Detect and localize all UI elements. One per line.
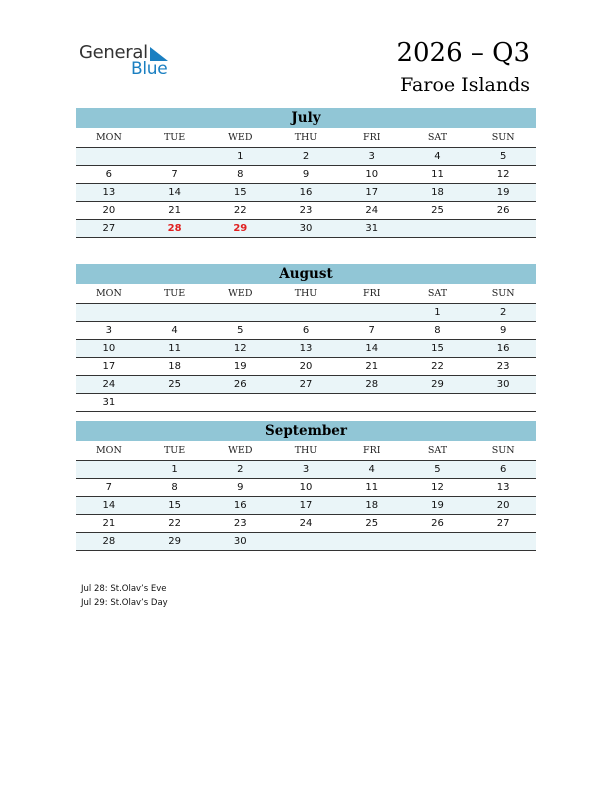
- day-cell: 3: [105, 325, 113, 336]
- day-cell: 5: [237, 325, 244, 336]
- weekday-label: FRI: [362, 132, 381, 143]
- week-row: [76, 220, 536, 238]
- week-row: [76, 533, 536, 551]
- weekday-label: MON: [95, 288, 122, 299]
- day-cell: [142, 394, 208, 411]
- day-cell: 4: [368, 464, 375, 475]
- day-cell: 23: [233, 518, 247, 529]
- logo-text-general: General: [79, 42, 148, 63]
- day-cell: 22: [233, 205, 247, 216]
- week-row: [76, 515, 536, 533]
- day-cell: 16: [233, 500, 247, 511]
- day-cell: 24: [299, 518, 313, 529]
- weekday-header-row: [76, 441, 536, 461]
- day-cell: 25: [431, 205, 444, 216]
- weekday-label: SUN: [491, 445, 515, 456]
- weekday-label: THU: [294, 288, 318, 299]
- day-cell: 30: [233, 536, 247, 547]
- holiday-note: Jul 29: St.Olav’s Day: [81, 598, 168, 608]
- day-cell: 4: [171, 325, 178, 336]
- day-cell: 27: [496, 518, 510, 529]
- day-cell: 17: [299, 500, 313, 511]
- day-cell: [470, 533, 536, 550]
- page-subtitle-country: Faroe Islands: [400, 74, 530, 96]
- week-row: [76, 376, 536, 394]
- week-row: [76, 340, 536, 358]
- day-cell: 9: [237, 482, 244, 493]
- day-cell: [470, 394, 536, 411]
- day-cell: [405, 220, 471, 237]
- day-cell: 8: [237, 169, 244, 180]
- weekday-label: THU: [294, 445, 318, 456]
- day-cell: 29: [431, 379, 444, 390]
- week-row: [76, 166, 536, 184]
- week-row: [76, 461, 536, 479]
- logo-text-blue: Blue: [131, 59, 168, 79]
- weekday-label: THU: [294, 132, 318, 143]
- day-cell: [142, 304, 208, 321]
- day-cell: 12: [233, 343, 247, 354]
- weekday-header-row: [76, 128, 536, 148]
- day-cell: 2: [302, 151, 310, 162]
- weekday-label: FRI: [362, 445, 381, 456]
- weekday-label: MON: [95, 132, 122, 143]
- month-block-july: [76, 108, 536, 238]
- day-cell: 24: [102, 379, 116, 390]
- month-block-september: [76, 421, 536, 551]
- day-cell: 21: [365, 361, 379, 372]
- day-cell: 6: [499, 464, 507, 475]
- day-cell: [273, 394, 339, 411]
- day-cell: 7: [171, 169, 178, 180]
- day-cell: 30: [496, 379, 510, 390]
- day-cell: 16: [496, 343, 510, 354]
- week-row: [76, 394, 536, 412]
- weekday-label: MON: [95, 445, 122, 456]
- day-cell: 12: [496, 169, 510, 180]
- day-cell: 7: [368, 325, 375, 336]
- day-cell: 15: [168, 500, 181, 511]
- day-cell: 19: [496, 187, 510, 198]
- month-title: July: [76, 108, 536, 128]
- weekday-label: TUE: [163, 132, 186, 143]
- day-cell: 29: [168, 536, 181, 547]
- day-cell: 22: [168, 518, 181, 529]
- day-cell: 10: [365, 169, 379, 180]
- day-cell: 9: [499, 325, 507, 336]
- month-title: August: [76, 264, 536, 284]
- day-cell: [339, 533, 405, 550]
- day-cell: 1: [171, 464, 178, 475]
- week-row: [76, 148, 536, 166]
- day-cell: 14: [365, 343, 379, 354]
- day-cell: 16: [299, 187, 313, 198]
- day-cell: 23: [496, 361, 510, 372]
- day-cell: [142, 148, 208, 165]
- day-cell: 18: [365, 500, 379, 511]
- day-cell: 26: [233, 379, 247, 390]
- week-row: [76, 322, 536, 340]
- day-cell: 31: [365, 223, 379, 234]
- day-cell: 30: [299, 223, 313, 234]
- day-cell: [207, 304, 273, 321]
- day-cell: 19: [233, 361, 247, 372]
- day-cell: 27: [102, 223, 116, 234]
- day-cell: [470, 220, 536, 237]
- day-cell: 10: [299, 482, 313, 493]
- day-cell: 26: [496, 205, 510, 216]
- day-cell: 21: [102, 518, 116, 529]
- day-cell: [339, 304, 405, 321]
- day-cell: 17: [102, 361, 116, 372]
- day-cell: [207, 394, 273, 411]
- page-title-year-quarter: 2026 – Q3: [396, 38, 530, 68]
- day-cell: 4: [434, 151, 441, 162]
- day-cell: [273, 533, 339, 550]
- day-cell: [405, 394, 471, 411]
- day-cell: 9: [302, 169, 310, 180]
- weekday-label: FRI: [362, 288, 381, 299]
- day-cell: 31: [102, 397, 116, 408]
- weekday-label: SAT: [427, 445, 448, 456]
- day-cell: 8: [171, 482, 178, 493]
- day-cell: 3: [302, 464, 310, 475]
- day-cell: 6: [105, 169, 113, 180]
- day-cell: 14: [168, 187, 181, 198]
- day-cell: 15: [233, 187, 247, 198]
- day-cell: [76, 304, 142, 321]
- day-cell: 19: [431, 500, 444, 511]
- day-cell: 18: [168, 361, 181, 372]
- day-cell: 5: [499, 151, 507, 162]
- weekday-label: WED: [228, 288, 253, 299]
- day-cell: 23: [299, 205, 313, 216]
- day-cell: 18: [431, 187, 444, 198]
- day-cell: 27: [299, 379, 313, 390]
- week-row: [76, 358, 536, 376]
- day-cell: 15: [431, 343, 444, 354]
- day-cell: 28: [102, 536, 116, 547]
- day-cell: 24: [365, 205, 379, 216]
- week-row: [76, 202, 536, 220]
- week-row: [76, 497, 536, 515]
- day-cell: 20: [102, 205, 116, 216]
- day-cell: 21: [168, 205, 181, 216]
- day-cell: 14: [102, 500, 116, 511]
- month-block-august: [76, 264, 536, 412]
- day-cell: 28: [365, 379, 379, 390]
- day-cell: 11: [365, 482, 379, 493]
- weekday-label: TUE: [163, 288, 186, 299]
- day-cell: [76, 148, 142, 165]
- day-cell: 6: [302, 325, 310, 336]
- weekday-label: WED: [228, 132, 253, 143]
- day-cell: 28: [167, 223, 182, 234]
- day-cell: 3: [368, 151, 375, 162]
- day-cell: 5: [434, 464, 441, 475]
- day-cell: 13: [496, 482, 510, 493]
- day-cell: 20: [496, 500, 510, 511]
- day-cell: 17: [365, 187, 379, 198]
- brand-logo: [79, 42, 179, 80]
- weekday-label: SAT: [427, 288, 448, 299]
- day-cell: 11: [431, 169, 444, 180]
- day-cell: 1: [434, 307, 441, 318]
- day-cell: 22: [431, 361, 444, 372]
- weekday-header-row: [76, 284, 536, 304]
- day-cell: 29: [233, 223, 248, 234]
- day-cell: 25: [365, 518, 379, 529]
- day-cell: 13: [299, 343, 313, 354]
- day-cell: [339, 394, 405, 411]
- week-row: [76, 304, 536, 322]
- day-cell: 26: [431, 518, 444, 529]
- week-row: [76, 184, 536, 202]
- day-cell: 20: [299, 361, 313, 372]
- weekday-label: SAT: [427, 132, 448, 143]
- holiday-notes: [81, 582, 168, 610]
- day-cell: 13: [102, 187, 116, 198]
- day-cell: [405, 533, 471, 550]
- day-cell: 11: [168, 343, 181, 354]
- day-cell: 8: [434, 325, 441, 336]
- weekday-label: WED: [228, 445, 253, 456]
- day-cell: [273, 304, 339, 321]
- day-cell: 2: [499, 307, 507, 318]
- weekday-label: SUN: [491, 288, 515, 299]
- weekday-label: TUE: [163, 445, 186, 456]
- weekday-label: SUN: [491, 132, 515, 143]
- week-row: [76, 479, 536, 497]
- day-cell: 25: [168, 379, 181, 390]
- day-cell: 10: [102, 343, 116, 354]
- day-cell: 1: [237, 151, 244, 162]
- day-cell: 2: [237, 464, 244, 475]
- day-cell: 12: [431, 482, 444, 493]
- day-cell: [76, 461, 142, 478]
- month-title: September: [76, 421, 536, 441]
- day-cell: 7: [105, 482, 113, 493]
- holiday-note: Jul 28: St.Olav’s Eve: [81, 584, 167, 594]
